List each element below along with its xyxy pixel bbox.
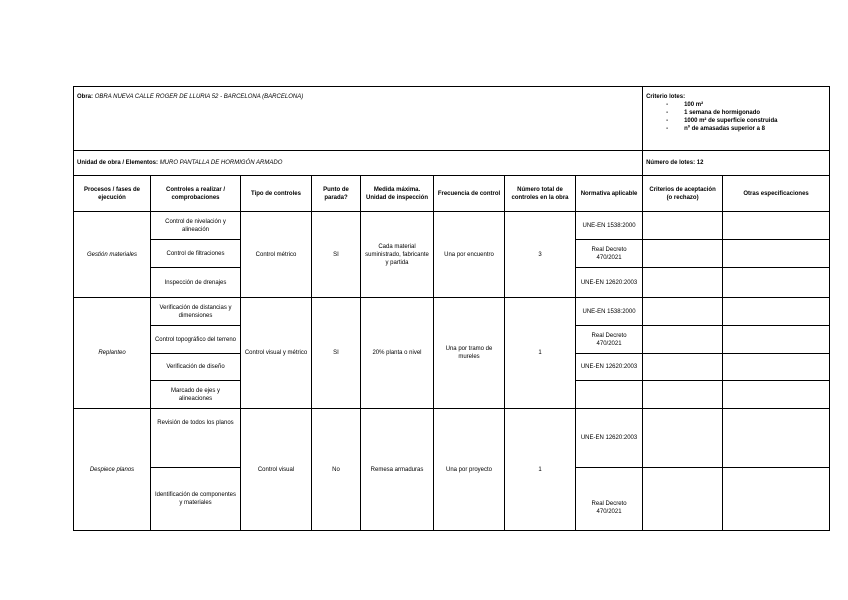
otras-cell [723, 298, 830, 326]
criterio-cell [643, 212, 723, 240]
otras-cell [723, 468, 830, 531]
fase-cell: Replanteo [74, 298, 151, 409]
control-cell: Marcado de ejes y alineaciones [151, 381, 241, 409]
obra-label: Obra: [77, 94, 94, 100]
header-cell: Otras especificaciones [723, 176, 830, 212]
total-cell: 3 [505, 212, 576, 298]
control-cell: Control de filtraciones [151, 240, 241, 268]
normativa-cell: UNE-EN 12620:2003 [576, 354, 643, 381]
header-cell: Punto de parada? [312, 176, 361, 212]
frecuencia-cell: Una por proyecto [434, 409, 505, 531]
control-cell: Inspección de drenajes [151, 268, 241, 298]
tipo-cell: Control métrico [241, 212, 312, 298]
obra-row [74, 87, 830, 151]
otras-cell [723, 212, 830, 240]
criterio-cell [643, 354, 723, 381]
criterio-cell [643, 468, 723, 531]
parada-cell: No [312, 409, 361, 531]
unidad-label: Unidad de obra / Elementos: [77, 160, 159, 166]
criterio-lote-item: - 1000 m² de superficie construida [684, 117, 826, 125]
normativa-cell: Real Decreto 470/2021 [576, 468, 643, 531]
control-cell: Control de nivelación y alineación [151, 212, 241, 240]
normativa-cell: UNE-EN 12620:2003 [576, 409, 643, 468]
tipo-cell: Control visual y métrico [241, 298, 312, 409]
normativa-cell: UNE-EN 12620:2003 [576, 268, 643, 298]
header-cell: Criterios de aceptación (o rechazo) [643, 176, 723, 212]
header-cell: Medida máxima. Unidad de inspección [361, 176, 434, 212]
table-row [74, 298, 830, 326]
unidad-value: MURO PANTALLA DE HORMIGÓN ARMADO [159, 160, 283, 166]
otras-cell [723, 326, 830, 354]
otras-cell [723, 409, 830, 468]
criterio-cell [643, 268, 723, 298]
header-cell: Número total de controles en la obra [505, 176, 576, 212]
control-cell: Identificación de componentes y materiales [151, 468, 241, 531]
fase-cell: Despiece planos [74, 409, 151, 531]
criterio-cell [643, 409, 723, 468]
normativa-cell: Real Decreto 470/2021 [576, 240, 643, 268]
control-cell: Revisión de todos los planos [151, 409, 241, 468]
criterio-lote-item: - 1 semana de hormigonado [684, 109, 826, 117]
criterio-cell [643, 240, 723, 268]
header-cell: Procesos / fases de ejecución [74, 176, 151, 212]
criterio-cell [643, 381, 723, 409]
parada-cell: SI [312, 212, 361, 298]
tipo-cell: Control visual [241, 409, 312, 531]
control-cell: Control topográfico del terreno [151, 326, 241, 354]
otras-cell [723, 354, 830, 381]
normativa-cell [576, 381, 643, 409]
obra-cell [74, 87, 643, 151]
normativa-cell: UNE-EN 1538:2000 [576, 298, 643, 326]
criterio-cell [643, 326, 723, 354]
criterio-lote-item: - 100 m² [684, 101, 826, 109]
frecuencia-cell: Una por encuentro [434, 212, 505, 298]
normativa-cell: Real Decreto 470/2021 [576, 326, 643, 354]
fase-cell: Gestión materiales [74, 212, 151, 298]
header-cell: Normativa aplicable [576, 176, 643, 212]
numero-lotes: Número de lotes: 12 [643, 151, 830, 176]
table-row [74, 212, 830, 240]
criterio-cell [643, 298, 723, 326]
total-cell: 1 [505, 298, 576, 409]
frecuencia-cell: Una por tramo de mureles [434, 298, 505, 409]
parada-cell: SI [312, 298, 361, 409]
control-cell: Verificación de diseño [151, 354, 241, 381]
unidad-row [74, 151, 830, 176]
otras-cell [723, 240, 830, 268]
otras-cell [723, 268, 830, 298]
unidad-cell [74, 151, 643, 176]
table-row [74, 409, 830, 468]
normativa-cell: UNE-EN 1538:2000 [576, 212, 643, 240]
criterio-lote-item: - nº de amasadas superior a 8 [684, 125, 826, 133]
total-cell: 1 [505, 409, 576, 531]
header-cell: Frecuencia de control [434, 176, 505, 212]
criterio-lotes-cell [643, 87, 830, 151]
criterio-lotes-list [646, 101, 826, 133]
control-table [73, 86, 830, 531]
otras-cell [723, 381, 830, 409]
medida-cell: 20% planta o nivel [361, 298, 434, 409]
control-cell: Verificación de distancias y dimensiones [151, 298, 241, 326]
header-row [74, 176, 830, 212]
criterio-lotes-label: Criterio lotes: [646, 94, 686, 100]
control-sheet [73, 86, 829, 531]
header-cell: Controles a realizar / comprobaciones [151, 176, 241, 212]
obra-value: OBRA NUEVA CALLE ROGER DE LLURIA 52 - BARCELONA (BARCELONA) [94, 94, 304, 100]
medida-cell: Cada material suministrado, fabricante y partida [361, 212, 434, 298]
header-cell: Tipo de controles [241, 176, 312, 212]
medida-cell: Remesa armaduras [361, 409, 434, 531]
